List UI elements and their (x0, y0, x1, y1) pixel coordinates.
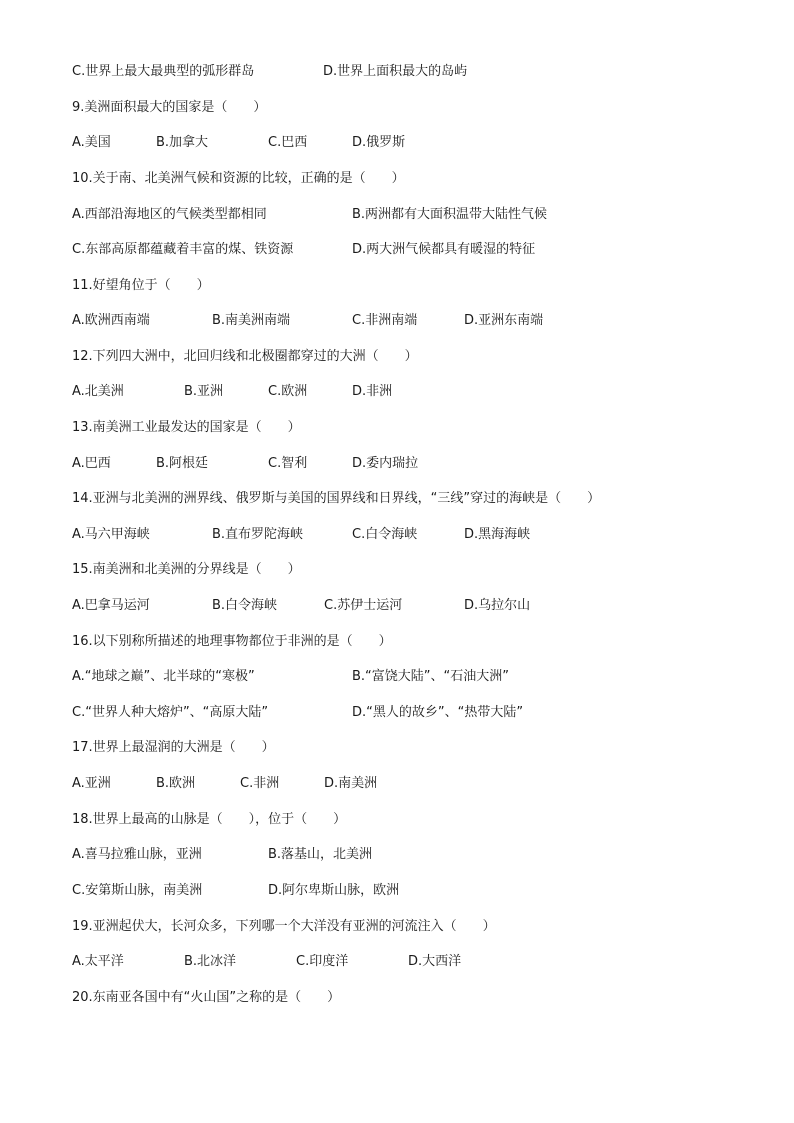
answer-option: A.美国 (72, 135, 111, 150)
answer-option: D.南美洲 (324, 776, 378, 791)
answer-option: C.巴西 (268, 135, 308, 150)
answer-option: C.智利 (268, 456, 308, 471)
answer-option: C.安第斯山脉，南美洲 (72, 883, 203, 898)
question-stem: 9.美洲面积最大的国家是（ ） (72, 100, 267, 115)
answer-option: D.大西洋 (408, 954, 462, 969)
answer-option: D.“黑人的故乡”、“热带大陆” (352, 705, 524, 720)
question-stem: 10.关于南、北美洲气候和资源的比较，正确的是（ ） (72, 171, 405, 186)
answer-option: C.印度洋 (296, 954, 349, 969)
answer-option: D.黑海海峡 (464, 527, 531, 542)
answer-option: D.亚洲东南端 (464, 313, 544, 328)
question-stem: 16.以下别称所描述的地理事物都位于非洲的是（ ） (72, 634, 392, 649)
answer-option: C.苏伊士运河 (324, 598, 403, 613)
answer-option: B.亚洲 (184, 384, 224, 399)
answer-option: D.乌拉尔山 (464, 598, 531, 613)
question-stem: 13.南美洲工业最发达的国家是（ ） (72, 420, 301, 435)
answer-option: A.西部沿海地区的气候类型都相同 (72, 207, 267, 222)
question-stem: 18.世界上最高的山脉是（ ），位于（ ） (72, 812, 347, 827)
question-stem: 19.亚洲起伏大，长河众多，下列哪一个大洋没有亚洲的河流注入（ ） (72, 919, 496, 934)
answer-option: A.喜马拉雅山脉，亚洲 (72, 847, 202, 862)
answer-option: A.亚洲 (72, 776, 111, 791)
answer-option: B.阿根廷 (156, 456, 209, 471)
answer-option: C.白令海峡 (352, 527, 418, 542)
answer-option: A.巴西 (72, 456, 111, 471)
question-stem: 15.南美洲和北美洲的分界线是（ ） (72, 562, 301, 577)
answer-option: A.欧洲西南端 (72, 313, 150, 328)
answer-option: C.东部高原都蕴藏着丰富的煤、铁资源 (72, 242, 294, 257)
answer-option: C.欧洲 (268, 384, 308, 399)
answer-option: D.非洲 (352, 384, 393, 399)
answer-option: D.阿尔卑斯山脉，欧洲 (268, 883, 400, 898)
answer-option: B.直布罗陀海峡 (212, 527, 304, 542)
answer-option: B.加拿大 (156, 135, 209, 150)
answer-option: C.非洲 (240, 776, 280, 791)
answer-option: D.俄罗斯 (352, 135, 406, 150)
answer-option: B.落基山，北美洲 (268, 847, 373, 862)
answer-option: D.世界上面积最大的岛屿 (323, 64, 468, 79)
answer-option: C.非洲南端 (352, 313, 418, 328)
question-stem: 11.好望角位于（ ） (72, 278, 210, 293)
answer-option: C.世界上最大最典型的弧形群岛 (72, 64, 255, 79)
answer-option: B.两洲都有大面积温带大陆性气候 (352, 207, 548, 222)
answer-option: A.北美洲 (72, 384, 124, 399)
answer-option: B.欧洲 (156, 776, 196, 791)
answer-option: D.两大洲气候都具有暖湿的特征 (352, 242, 536, 257)
answer-option: B.南美洲南端 (212, 313, 291, 328)
answer-option: A.“地球之巅”、北半球的“寒极” (72, 669, 255, 684)
answer-option: A.巴拿马运河 (72, 598, 150, 613)
answer-option: A.马六甲海峡 (72, 527, 150, 542)
answer-option: A.太平洋 (72, 954, 124, 969)
answer-option: B.“富饶大陆”、“石油大洲” (352, 669, 509, 684)
question-stem: 20.东南亚各国中有“火山国”之称的是（ ） (72, 990, 341, 1005)
question-stem: 17.世界上最湿润的大洲是（ ） (72, 740, 275, 755)
question-stem: 12.下列四大洲中，北回归线和北极圈都穿过的大洲（ ） (72, 349, 418, 364)
answer-option: B.白令海峡 (212, 598, 278, 613)
answer-option: D.委内瑞拉 (352, 456, 419, 471)
answer-option: C.“世界人种大熔炉”、“高原大陆” (72, 705, 269, 720)
answer-option: B.北冰洋 (184, 954, 237, 969)
question-stem: 14.亚洲与北美洲的洲界线、俄罗斯与美国的国界线和日界线，“三线”穿过的海峡是（ ） (72, 491, 601, 506)
